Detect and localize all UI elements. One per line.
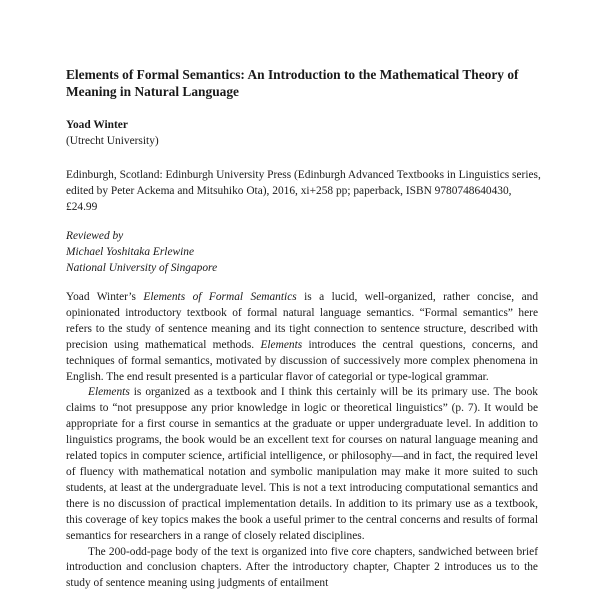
body-paragraph-3: The 200-odd-page body of the text is organized into five core chapters, sandwiched between brief introduction and conclusion chapters. After the introductory chapter, Chapter 2 introduces us to the study of sentence meaning using judgments of entailment [66,545,538,590]
author-affiliation: (Utrecht University) [66,135,159,147]
book-author: Yoad Winter [66,119,128,131]
book-title: Elements of Formal Semantics: An Introduction to the Mathematical Theory of Meaning in Natural Language [66,67,519,99]
reviewed-by-label: Reviewed by [66,230,124,242]
reviewer-block [66,228,541,276]
body-paragraph-1: Yoad Winter’s Elements of Formal Semantics is a lucid, well-organized, rather concise, and opinionated introductory textbook of formal natural language semantics. “Formal semantics” here refers to the study of sentence meaning and its tight connection to sentence structure, described with precision using mathematical methods. Elements introduces the central questions, concerns, and techniques of formal semantics, motivated by discussion of successively more complex phenomena in English. The end result presented is a particular flavor of categorial or type-logical grammar. [66,291,539,383]
review-body [66,290,538,592]
reviewer-affiliation: National University of Singapore [66,262,218,274]
reviewer-name: Michael Yoshitaka Erlewine [66,246,195,258]
body-paragraph-2: Elements is organized as a textbook and I think this certainly will be its primary use. The book claims to “not presuppose any prior knowledge in logic or theoretical linguistics” (p. 7). It would be appropriate for a first course in semantics at the graduate or upper undergraduate level. In addition to linguistics programs, the book would be an excellent text for courses on natural language meaning and related topics in computer science, artificial intelligence, or philosophy—and in fact, the required level of fluency with mathematical notation and symbolic manipulation may make it more suited to such students, at least at the undergraduate level. This is not a text introducing computational semantics and there is no discussion of practical implementation details. In addition to its primary use as a textbook, this coverage of key topics makes the book a useful primer to the central concerns and results of formal semantics for researchers in a range of closely related disciplines. [66,386,538,542]
publication-details: Edinburgh, Scotland: Edinburgh University Press (Edinburgh Advanced Textbooks in Linguistics series, edited by Peter Ackema and Mitsuhiko Ota), 2016, xi+258 pp; paperback, ISBN 9780748640430, £24.99 [66,169,541,213]
review-page [66,66,541,592]
